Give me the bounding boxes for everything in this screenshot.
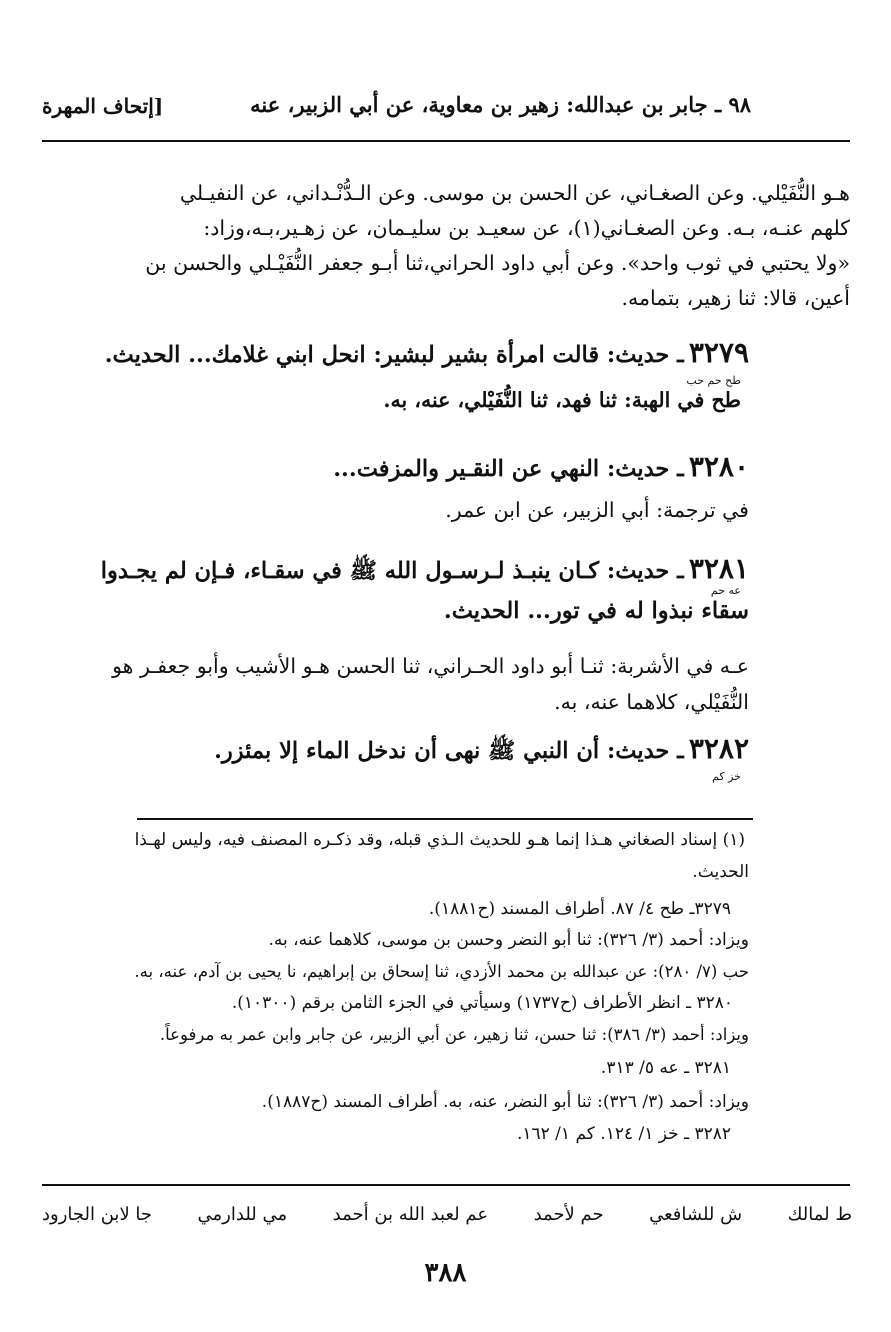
hadith-text-continued: سقاء نبذوا له في تور... الحديث. [443,598,749,624]
footnote-line: (١) إسناد الصغاني هـذا إنما هـو للحديث الـذي قبله، وقد ذكـره المصنف فيه، وليس لهـذا [134,830,745,850]
footnote-line: ويزاد: أحمد (٣/ ٣٢٦): ثنا أبو النضر وحسن بن موسى، كلاهما عنه، به. [268,930,749,950]
footnote-line: حب (٧/ ٢٨٠): عن عبدالله بن محمد الأزدي، ثنا إسحاق بن إبراهيم، نا يحيى بن آدم، عنه، به. [134,962,749,981]
hadith-number: ٣٢٧٩ [688,336,749,369]
paragraph-line: «ولا يحتبي في ثوب واحد». وعن أبي داود الحراني،ثنا أبـو جعفر النُّفَيْـلي والحسن بن [145,251,850,275]
paragraph-line: هـو النُّفَيْلي. وعن الصغـاني، عن الحسن بن موسى. وعن الـدُّنْـداني، عن النفيـلي [179,181,850,205]
abbreviation: ش للشافعي [649,1204,743,1225]
page-number: ٣٨٨ [424,1258,467,1288]
abbreviation: ط لمالك [787,1204,852,1225]
hadith-source: طح في الهبة: ثنا فهد، ثنا النُّفَيْلي، عنه، به. [383,388,741,412]
hadith-number: ٣٢٨٠ [688,450,749,483]
abbreviation: مي للدارمي [197,1204,288,1225]
running-header-title: ٩٨ ـ جابر بن عبدالله: زهير بن معاوية، عن أبي الزبير، عنه [250,92,751,117]
paragraph-line: أعين، قالا: ثنا زهير، بتمامه. [621,286,850,310]
footnote-line: ٣٢٨٢ ـ خز ١/ ١٢٤. كم ١/ ١٦٢. [516,1124,731,1144]
footnote-line: الحديث. [692,862,749,882]
footnote-line: ٣٢٨٠ ـ انظر الأطراف (ح١٧٣٧) وسيأتي في الجزء الثامن برقم (١٠٣٠٠). [231,993,733,1013]
hadith-3281-heading [101,552,749,590]
footnote-rule [137,818,753,820]
abbreviation: جا لابن الجارود [42,1204,153,1225]
hadith-number: ٣٢٨٢ [688,732,749,765]
footnote-line: ٣٢٨١ ـ عه ٥/ ٣١٣. [600,1058,731,1078]
hadith-source: النُّفَيْلي، كلاهما عنه، به. [554,690,749,714]
running-header-book: [إتحاف المهرة [42,94,164,118]
footnote-line: ويزاد: أحمد (٣/ ٣٨٦): ثنا حسن، ثنا زهير، عن أبي الزبير، عن جابر وابن عمر به مرفوعاً. [159,1025,749,1044]
abbreviations-rule [42,1184,850,1186]
hadith-sigla: عه حم [710,584,741,597]
hadith-source: في ترجمة: أبي الزبير، عن ابن عمر. [445,498,749,522]
intro-paragraph [42,176,850,316]
hadith-source: عـه في الأشربة: ثنـا أبو داود الحـراني، ثنا الحسن هـو الأشيب وأبو جعفـر هو [112,654,749,678]
hadith-sigla: خز كم [712,770,741,783]
hadith-text: ـ حديث: كـان ينبـذ لـرسـول الله ﷺ في سقـاء، فـإن لم يجـدوا [100,558,684,584]
footnote-line: ٣٢٧٩ـ طح ٤/ ٨٧. أطراف المسند (ح١٨٨١). [428,899,731,919]
hadith-3279-heading [105,336,749,369]
abbreviation: عم لعبد الله بن أحمد [332,1204,489,1225]
header-rule [42,140,850,142]
paragraph-line: كلهم عنـه، بـه. وعن الصغـاني(١)، عن سعيـد بن سليـمان، عن زهـير،بـه،وزاد: [203,216,850,240]
hadith-sigla: طح حم حب [686,374,741,387]
abbreviations-key [42,1204,852,1225]
hadith-text: ـ حديث: أن النبي ﷺ نهى أن ندخل الماء إلا بمئزر. [214,738,684,764]
hadith-text: ـ حديث: النهي عن النقـير والمزفت... [333,456,684,482]
footnote-line: ويزاد: أحمد (٣/ ٣٢٦): ثنا أبو النضر، عنه، به. أطراف المسند (ح١٨٨٧). [261,1092,749,1112]
hadith-3282-heading [214,732,749,770]
hadith-text: ـ حديث: قالت امرأة بشير لبشير: انحل ابني غلامك... الحديث. [104,342,684,368]
hadith-3280-heading [333,450,749,483]
abbreviation: حم لأحمد [533,1204,604,1225]
hadith-number: ٣٢٨١ [688,552,749,585]
